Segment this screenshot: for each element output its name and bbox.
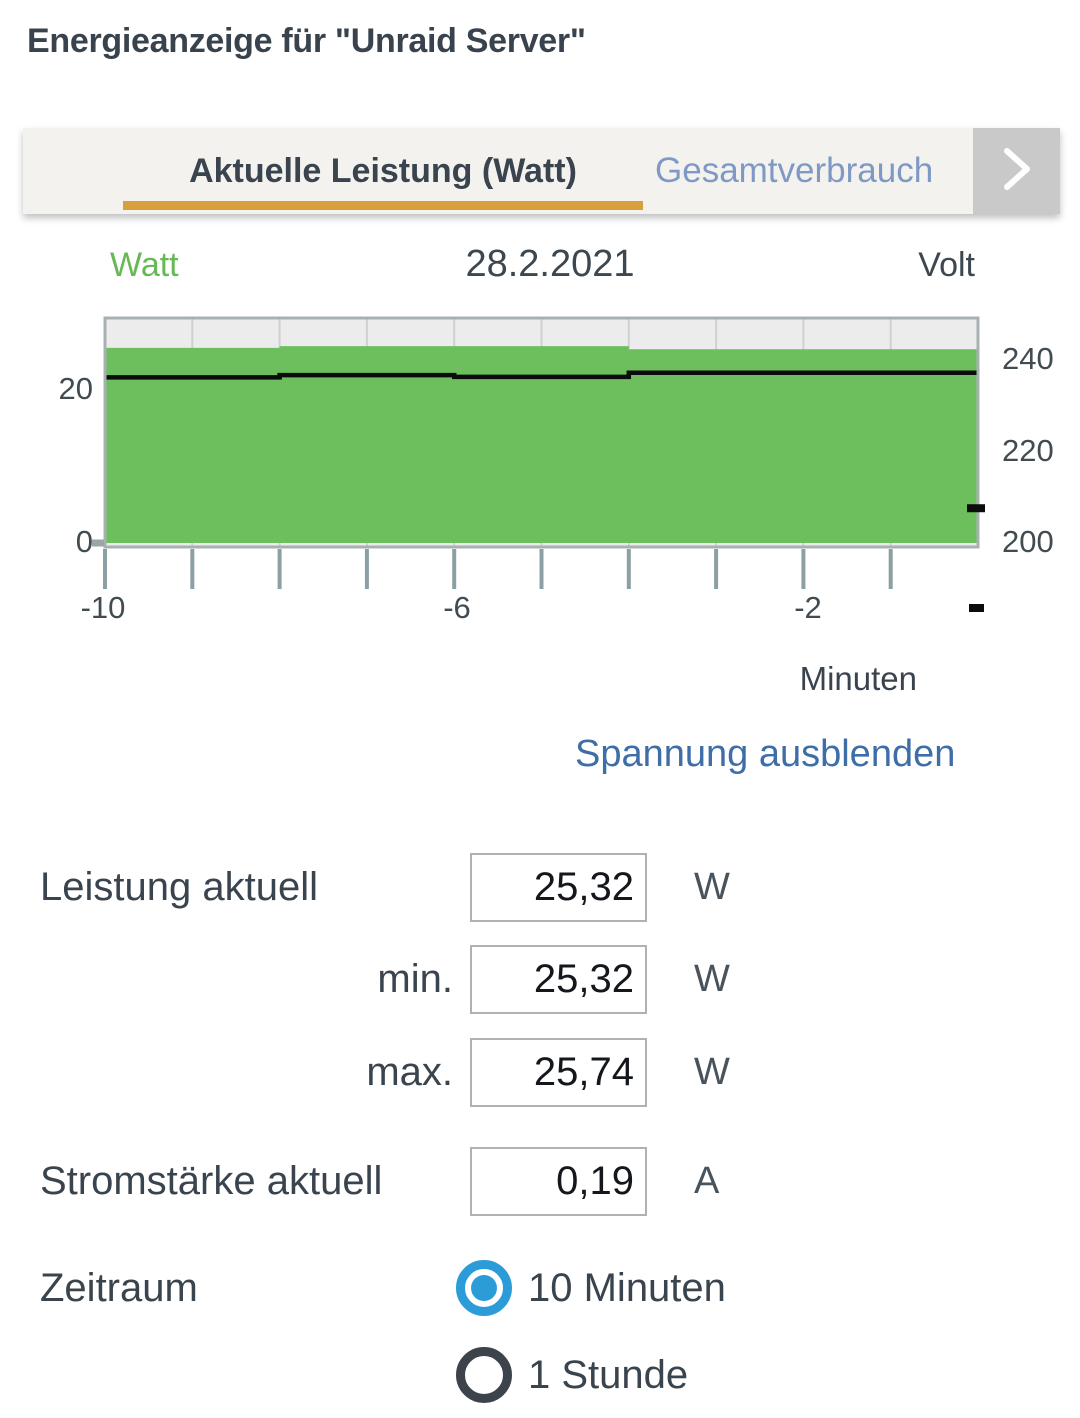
radio-1-hour[interactable] <box>456 1347 512 1403</box>
current-amps-row <box>0 1147 1080 1216</box>
chart-canvas <box>0 240 1080 630</box>
power-min-unit: W <box>694 958 730 1000</box>
page-title: Energieanzeige für "Unraid Server" <box>27 22 586 60</box>
power-min-label: min. <box>377 957 453 1001</box>
radio-10-minutes-label[interactable]: 10 Minuten <box>528 1266 726 1310</box>
tab-total-consumption[interactable]: Gesamtverbrauch <box>655 151 934 190</box>
volt-tick-200: 200 <box>1002 524 1054 559</box>
chart-date: 28.2.2021 <box>465 243 635 285</box>
time-tick-minus2: -2 <box>794 590 822 625</box>
current-amps-unit: A <box>694 1160 720 1202</box>
x-axis-end-marker <box>969 604 984 612</box>
power-min-value: 25,32 <box>533 957 634 1001</box>
hide-voltage-link[interactable]: Spannung ausblenden <box>575 733 956 775</box>
watt-tick-0: 0 <box>75 524 93 559</box>
power-max-field[interactable] <box>470 1038 647 1107</box>
current-amps-label: Stromstärke aktuell <box>40 1159 383 1203</box>
volt-tick-220: 220 <box>1002 433 1054 468</box>
power-current-label: Leistung aktuell <box>40 865 318 909</box>
time-tick-minus10: -10 <box>80 590 126 625</box>
power-min-row <box>0 945 1080 1014</box>
active-tab-underline <box>123 201 643 210</box>
tab-bar <box>23 128 1060 214</box>
timespan-label: Zeitraum <box>40 1266 198 1310</box>
volt-axis-title: Volt <box>918 246 975 284</box>
power-min-field[interactable] <box>470 945 647 1014</box>
power-max-row <box>0 1038 1080 1107</box>
power-current-unit: W <box>694 866 730 908</box>
current-amps-value: 0,19 <box>556 1159 634 1203</box>
power-voltage-chart <box>0 240 1080 630</box>
chevron-right-icon <box>1001 146 1033 197</box>
current-amps-field[interactable] <box>470 1147 647 1216</box>
time-tick-minus6: -6 <box>443 590 471 625</box>
radio-1-hour-label[interactable]: 1 Stunde <box>528 1353 689 1397</box>
power-current-row <box>0 853 1080 922</box>
tab-scroll-right-button[interactable] <box>973 128 1060 214</box>
tab-current-power[interactable]: Aktuelle Leistung (Watt) <box>189 152 577 190</box>
x-axis-unit-label: Minuten <box>799 660 917 697</box>
power-current-value: 25,32 <box>533 865 634 909</box>
power-max-label: max. <box>366 1050 453 1094</box>
watt-axis-title: Watt <box>110 246 179 284</box>
power-max-unit: W <box>694 1051 730 1093</box>
volt-tick-240: 240 <box>1002 341 1054 376</box>
power-max-value: 25,74 <box>533 1050 634 1094</box>
watt-tick-20: 20 <box>58 371 93 406</box>
power-current-field[interactable] <box>470 853 647 922</box>
radio-10-minutes[interactable] <box>456 1260 512 1316</box>
volt-current-marker <box>967 504 985 512</box>
